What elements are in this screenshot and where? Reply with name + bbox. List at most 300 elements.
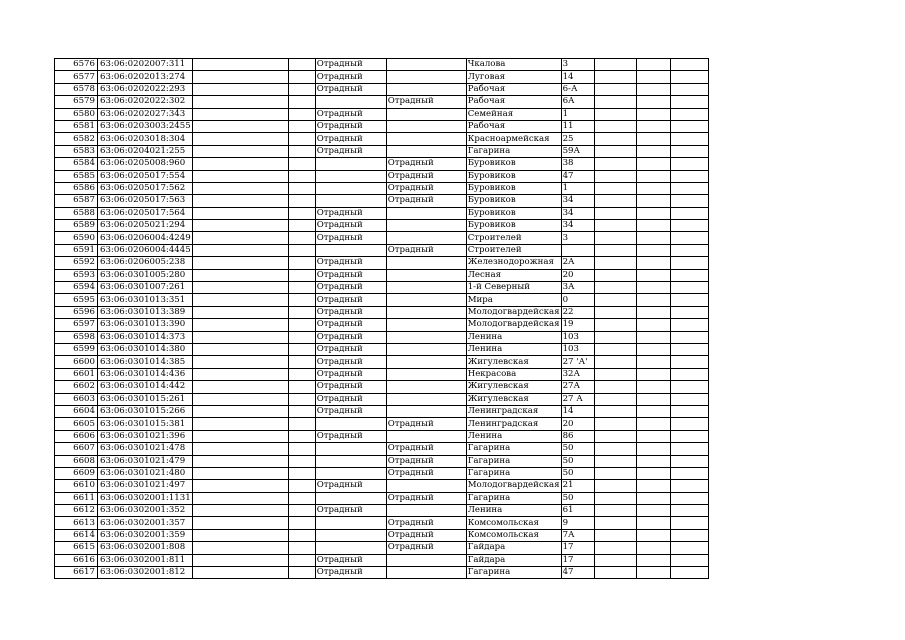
city-cell[interactable]: Отрадный <box>315 71 386 83</box>
settlement-cell[interactable]: Отрадный <box>386 492 466 504</box>
row-number-cell[interactable]: 6586 <box>55 182 98 194</box>
street-cell[interactable]: Ленинградская <box>466 405 561 417</box>
row-number-cell[interactable]: 6596 <box>55 306 98 318</box>
cadastral-number-cell[interactable]: 63:06:0203018:304 <box>98 133 193 145</box>
city-cell[interactable]: Отрадный <box>315 505 386 517</box>
empty-cell[interactable] <box>288 331 315 343</box>
street-cell[interactable]: Буровиков <box>466 182 561 194</box>
empty-cell[interactable] <box>636 145 670 157</box>
empty-cell[interactable] <box>192 257 288 269</box>
empty-cell[interactable] <box>288 145 315 157</box>
empty-cell[interactable] <box>192 405 288 417</box>
empty-cell[interactable] <box>192 443 288 455</box>
settlement-cell[interactable] <box>386 430 466 442</box>
street-cell[interactable]: Ленина <box>466 343 561 355</box>
city-cell[interactable]: Отрадный <box>315 356 386 368</box>
cadastral-number-cell[interactable]: 63:06:0202022:302 <box>98 96 193 108</box>
empty-cell[interactable] <box>670 467 708 479</box>
empty-cell[interactable] <box>670 356 708 368</box>
street-cell[interactable]: Мира <box>466 294 561 306</box>
street-cell[interactable]: Луговая <box>466 71 561 83</box>
empty-cell[interactable] <box>288 59 315 71</box>
empty-cell[interactable] <box>636 356 670 368</box>
row-number-cell[interactable]: 6593 <box>55 269 98 281</box>
settlement-cell[interactable]: Отрадный <box>386 244 466 256</box>
row-number-cell[interactable]: 6584 <box>55 158 98 170</box>
empty-cell[interactable] <box>192 343 288 355</box>
street-cell[interactable]: Ленинградская <box>466 418 561 430</box>
house-number-cell[interactable]: 34 <box>561 220 594 232</box>
city-cell[interactable]: Отрадный <box>315 207 386 219</box>
empty-cell[interactable] <box>670 133 708 145</box>
empty-cell[interactable] <box>288 120 315 132</box>
street-cell[interactable]: Рабочая <box>466 120 561 132</box>
empty-cell[interactable] <box>288 567 315 579</box>
row-number-cell[interactable]: 6581 <box>55 120 98 132</box>
city-cell[interactable]: Отрадный <box>315 368 386 380</box>
city-cell[interactable]: Отрадный <box>315 319 386 331</box>
empty-cell[interactable] <box>670 331 708 343</box>
empty-cell[interactable] <box>594 195 636 207</box>
empty-cell[interactable] <box>192 232 288 244</box>
settlement-cell[interactable] <box>386 220 466 232</box>
empty-cell[interactable] <box>288 108 315 120</box>
settlement-cell[interactable] <box>386 306 466 318</box>
street-cell[interactable]: Рабочая <box>466 96 561 108</box>
empty-cell[interactable] <box>636 393 670 405</box>
empty-cell[interactable] <box>594 83 636 95</box>
city-cell[interactable]: Отрадный <box>315 430 386 442</box>
cadastral-number-cell[interactable]: 63:06:0206004:4445 <box>98 244 193 256</box>
city-cell[interactable]: Отрадный <box>315 220 386 232</box>
empty-cell[interactable] <box>636 108 670 120</box>
house-number-cell[interactable]: 17 <box>561 542 594 554</box>
row-number-cell[interactable]: 6607 <box>55 443 98 455</box>
house-number-cell[interactable]: 0 <box>561 294 594 306</box>
empty-cell[interactable] <box>594 455 636 467</box>
row-number-cell[interactable]: 6616 <box>55 554 98 566</box>
cadastral-number-cell[interactable]: 63:06:0205017:554 <box>98 170 193 182</box>
cadastral-number-cell[interactable]: 63:06:0205017:564 <box>98 207 193 219</box>
street-cell[interactable]: Гагарина <box>466 443 561 455</box>
street-cell[interactable]: Рабочая <box>466 83 561 95</box>
city-cell[interactable] <box>315 158 386 170</box>
empty-cell[interactable] <box>670 71 708 83</box>
city-cell[interactable]: Отрадный <box>315 343 386 355</box>
empty-cell[interactable] <box>670 517 708 529</box>
empty-cell[interactable] <box>288 282 315 294</box>
empty-cell[interactable] <box>288 96 315 108</box>
empty-cell[interactable] <box>636 405 670 417</box>
empty-cell[interactable] <box>594 207 636 219</box>
cadastral-number-cell[interactable]: 63:06:0302001:352 <box>98 505 193 517</box>
empty-cell[interactable] <box>670 430 708 442</box>
empty-cell[interactable] <box>594 244 636 256</box>
empty-cell[interactable] <box>594 282 636 294</box>
empty-cell[interactable] <box>670 170 708 182</box>
row-number-cell[interactable]: 6590 <box>55 232 98 244</box>
empty-cell[interactable] <box>192 331 288 343</box>
house-number-cell[interactable]: 50 <box>561 455 594 467</box>
cadastral-number-cell[interactable]: 63:06:0301021:497 <box>98 480 193 492</box>
empty-cell[interactable] <box>192 59 288 71</box>
empty-cell[interactable] <box>288 170 315 182</box>
street-cell[interactable]: Гайдара <box>466 554 561 566</box>
cadastral-number-cell[interactable]: 63:06:0206005:238 <box>98 257 193 269</box>
settlement-cell[interactable] <box>386 356 466 368</box>
city-cell[interactable] <box>315 529 386 541</box>
empty-cell[interactable] <box>594 182 636 194</box>
city-cell[interactable]: Отрадный <box>315 83 386 95</box>
empty-cell[interactable] <box>192 393 288 405</box>
empty-cell[interactable] <box>594 505 636 517</box>
empty-cell[interactable] <box>288 517 315 529</box>
house-number-cell[interactable]: 3 <box>561 232 594 244</box>
city-cell[interactable] <box>315 443 386 455</box>
street-cell[interactable]: Гагарина <box>466 145 561 157</box>
city-cell[interactable] <box>315 170 386 182</box>
empty-cell[interactable] <box>192 319 288 331</box>
settlement-cell[interactable] <box>386 381 466 393</box>
street-cell[interactable]: Красноармейская <box>466 133 561 145</box>
empty-cell[interactable] <box>636 220 670 232</box>
empty-cell[interactable] <box>192 83 288 95</box>
empty-cell[interactable] <box>594 306 636 318</box>
empty-cell[interactable] <box>670 567 708 579</box>
house-number-cell[interactable]: 47 <box>561 567 594 579</box>
street-cell[interactable]: Ленина <box>466 505 561 517</box>
house-number-cell[interactable] <box>561 244 594 256</box>
city-cell[interactable] <box>315 492 386 504</box>
street-cell[interactable]: Буровиков <box>466 170 561 182</box>
empty-cell[interactable] <box>288 195 315 207</box>
cadastral-number-cell[interactable]: 63:06:0302001:812 <box>98 567 193 579</box>
empty-cell[interactable] <box>636 517 670 529</box>
city-cell[interactable]: Отрадный <box>315 145 386 157</box>
empty-cell[interactable] <box>192 120 288 132</box>
street-cell[interactable]: Гагарина <box>466 467 561 479</box>
settlement-cell[interactable] <box>386 368 466 380</box>
empty-cell[interactable] <box>192 145 288 157</box>
empty-cell[interactable] <box>288 257 315 269</box>
city-cell[interactable] <box>315 418 386 430</box>
empty-cell[interactable] <box>636 207 670 219</box>
house-number-cell[interactable]: 27 А <box>561 393 594 405</box>
house-number-cell[interactable]: 34 <box>561 195 594 207</box>
empty-cell[interactable] <box>192 269 288 281</box>
empty-cell[interactable] <box>288 269 315 281</box>
empty-cell[interactable] <box>636 294 670 306</box>
settlement-cell[interactable] <box>386 83 466 95</box>
empty-cell[interactable] <box>636 331 670 343</box>
cadastral-number-cell[interactable]: 63:06:0302001:359 <box>98 529 193 541</box>
empty-cell[interactable] <box>594 368 636 380</box>
settlement-cell[interactable] <box>386 294 466 306</box>
empty-cell[interactable] <box>192 356 288 368</box>
city-cell[interactable] <box>315 467 386 479</box>
cadastral-number-cell[interactable]: 63:06:0301021:478 <box>98 443 193 455</box>
empty-cell[interactable] <box>594 492 636 504</box>
empty-cell[interactable] <box>636 480 670 492</box>
empty-cell[interactable] <box>288 232 315 244</box>
row-number-cell[interactable]: 6611 <box>55 492 98 504</box>
empty-cell[interactable] <box>670 158 708 170</box>
row-number-cell[interactable]: 6597 <box>55 319 98 331</box>
empty-cell[interactable] <box>636 455 670 467</box>
street-cell[interactable]: Железнодорожная <box>466 257 561 269</box>
empty-cell[interactable] <box>192 492 288 504</box>
street-cell[interactable]: Ленина <box>466 430 561 442</box>
row-number-cell[interactable]: 6592 <box>55 257 98 269</box>
cadastral-number-cell[interactable]: 63:06:0301013:389 <box>98 306 193 318</box>
row-number-cell[interactable]: 6605 <box>55 418 98 430</box>
empty-cell[interactable] <box>288 492 315 504</box>
empty-cell[interactable] <box>288 158 315 170</box>
settlement-cell[interactable]: Отрадный <box>386 195 466 207</box>
empty-cell[interactable] <box>192 96 288 108</box>
empty-cell[interactable] <box>670 405 708 417</box>
empty-cell[interactable] <box>192 170 288 182</box>
empty-cell[interactable] <box>594 220 636 232</box>
cadastral-number-cell[interactable]: 63:06:0301014:380 <box>98 343 193 355</box>
house-number-cell[interactable]: 34 <box>561 207 594 219</box>
empty-cell[interactable] <box>594 430 636 442</box>
empty-cell[interactable] <box>192 480 288 492</box>
empty-cell[interactable] <box>288 455 315 467</box>
empty-cell[interactable] <box>288 319 315 331</box>
empty-cell[interactable] <box>636 158 670 170</box>
row-number-cell[interactable]: 6602 <box>55 381 98 393</box>
cadastral-number-cell[interactable]: 63:06:0301015:381 <box>98 418 193 430</box>
empty-cell[interactable] <box>192 207 288 219</box>
empty-cell[interactable] <box>670 294 708 306</box>
empty-cell[interactable] <box>594 343 636 355</box>
house-number-cell[interactable]: 27А <box>561 381 594 393</box>
cadastral-number-cell[interactable]: 63:06:0203003:2455 <box>98 120 193 132</box>
empty-cell[interactable] <box>594 542 636 554</box>
settlement-cell[interactable] <box>386 567 466 579</box>
settlement-cell[interactable] <box>386 331 466 343</box>
city-cell[interactable] <box>315 455 386 467</box>
city-cell[interactable] <box>315 517 386 529</box>
row-number-cell[interactable]: 6615 <box>55 542 98 554</box>
empty-cell[interactable] <box>670 257 708 269</box>
house-number-cell[interactable]: 50 <box>561 443 594 455</box>
empty-cell[interactable] <box>636 467 670 479</box>
empty-cell[interactable] <box>670 232 708 244</box>
row-number-cell[interactable]: 6606 <box>55 430 98 442</box>
empty-cell[interactable] <box>192 368 288 380</box>
empty-cell[interactable] <box>636 71 670 83</box>
cadastral-number-cell[interactable]: 63:06:0301021:396 <box>98 430 193 442</box>
street-cell[interactable]: Ленина <box>466 331 561 343</box>
empty-cell[interactable] <box>288 220 315 232</box>
settlement-cell[interactable] <box>386 257 466 269</box>
house-number-cell[interactable]: 103 <box>561 331 594 343</box>
empty-cell[interactable] <box>636 195 670 207</box>
row-number-cell[interactable]: 6595 <box>55 294 98 306</box>
settlement-cell[interactable] <box>386 480 466 492</box>
house-number-cell[interactable]: 2А <box>561 257 594 269</box>
empty-cell[interactable] <box>670 368 708 380</box>
settlement-cell[interactable] <box>386 282 466 294</box>
empty-cell[interactable] <box>594 108 636 120</box>
empty-cell[interactable] <box>594 567 636 579</box>
empty-cell[interactable] <box>670 83 708 95</box>
empty-cell[interactable] <box>670 244 708 256</box>
row-number-cell[interactable]: 6617 <box>55 567 98 579</box>
cadastral-number-cell[interactable]: 63:06:0301015:266 <box>98 405 193 417</box>
city-cell[interactable]: Отрадный <box>315 554 386 566</box>
city-cell[interactable]: Отрадный <box>315 108 386 120</box>
row-number-cell[interactable]: 6603 <box>55 393 98 405</box>
empty-cell[interactable] <box>288 368 315 380</box>
cadastral-number-cell[interactable]: 63:06:0302001:811 <box>98 554 193 566</box>
street-cell[interactable]: 1-й Северный <box>466 282 561 294</box>
row-number-cell[interactable]: 6583 <box>55 145 98 157</box>
house-number-cell[interactable]: 27 'А' <box>561 356 594 368</box>
empty-cell[interactable] <box>636 430 670 442</box>
street-cell[interactable]: Некрасова <box>466 368 561 380</box>
row-number-cell[interactable]: 6594 <box>55 282 98 294</box>
empty-cell[interactable] <box>670 393 708 405</box>
street-cell[interactable]: Буровиков <box>466 158 561 170</box>
empty-cell[interactable] <box>288 505 315 517</box>
cadastral-number-cell[interactable]: 63:06:0205008:960 <box>98 158 193 170</box>
row-number-cell[interactable]: 6613 <box>55 517 98 529</box>
street-cell[interactable]: Гайдара <box>466 542 561 554</box>
empty-cell[interactable] <box>288 418 315 430</box>
settlement-cell[interactable] <box>386 59 466 71</box>
row-number-cell[interactable]: 6604 <box>55 405 98 417</box>
settlement-cell[interactable] <box>386 207 466 219</box>
empty-cell[interactable] <box>594 393 636 405</box>
house-number-cell[interactable]: 6-А <box>561 83 594 95</box>
street-cell[interactable]: Семейная <box>466 108 561 120</box>
empty-cell[interactable] <box>288 306 315 318</box>
settlement-cell[interactable] <box>386 393 466 405</box>
city-cell[interactable] <box>315 542 386 554</box>
row-number-cell[interactable]: 6578 <box>55 83 98 95</box>
empty-cell[interactable] <box>192 529 288 541</box>
city-cell[interactable]: Отрадный <box>315 306 386 318</box>
settlement-cell[interactable] <box>386 120 466 132</box>
empty-cell[interactable] <box>636 282 670 294</box>
cadastral-number-cell[interactable]: 63:06:0302001:357 <box>98 517 193 529</box>
house-number-cell[interactable]: 3 <box>561 59 594 71</box>
street-cell[interactable]: Буровиков <box>466 207 561 219</box>
empty-cell[interactable] <box>594 133 636 145</box>
empty-cell[interactable] <box>670 381 708 393</box>
empty-cell[interactable] <box>636 343 670 355</box>
empty-cell[interactable] <box>594 257 636 269</box>
empty-cell[interactable] <box>636 182 670 194</box>
empty-cell[interactable] <box>288 207 315 219</box>
cadastral-number-cell[interactable]: 63:06:0301021:479 <box>98 455 193 467</box>
street-cell[interactable]: Строителей <box>466 244 561 256</box>
city-cell[interactable]: Отрадный <box>315 59 386 71</box>
house-number-cell[interactable]: 103 <box>561 343 594 355</box>
cadastral-number-cell[interactable]: 63:06:0301013:390 <box>98 319 193 331</box>
empty-cell[interactable] <box>636 443 670 455</box>
empty-cell[interactable] <box>192 282 288 294</box>
city-cell[interactable]: Отрадный <box>315 294 386 306</box>
house-number-cell[interactable]: 1 <box>561 182 594 194</box>
settlement-cell[interactable]: Отрадный <box>386 182 466 194</box>
empty-cell[interactable] <box>636 306 670 318</box>
street-cell[interactable]: Жигулевская <box>466 381 561 393</box>
empty-cell[interactable] <box>670 542 708 554</box>
row-number-cell[interactable]: 6576 <box>55 59 98 71</box>
empty-cell[interactable] <box>594 467 636 479</box>
empty-cell[interactable] <box>594 232 636 244</box>
row-number-cell[interactable]: 6609 <box>55 467 98 479</box>
street-cell[interactable]: Молодогвардейская <box>467 319 560 330</box>
row-number-cell[interactable]: 6610 <box>55 480 98 492</box>
empty-cell[interactable] <box>670 220 708 232</box>
empty-cell[interactable] <box>192 567 288 579</box>
empty-cell[interactable] <box>670 554 708 566</box>
settlement-cell[interactable] <box>386 343 466 355</box>
empty-cell[interactable] <box>670 207 708 219</box>
empty-cell[interactable] <box>670 455 708 467</box>
empty-cell[interactable] <box>670 59 708 71</box>
cadastral-number-cell[interactable]: 63:06:0204021:255 <box>98 145 193 157</box>
empty-cell[interactable] <box>288 83 315 95</box>
empty-cell[interactable] <box>192 430 288 442</box>
city-cell[interactable]: Отрадный <box>315 282 386 294</box>
empty-cell[interactable] <box>192 71 288 83</box>
settlement-cell[interactable]: Отрадный <box>386 467 466 479</box>
empty-cell[interactable] <box>670 343 708 355</box>
city-cell[interactable] <box>315 182 386 194</box>
empty-cell[interactable] <box>288 71 315 83</box>
empty-cell[interactable] <box>636 492 670 504</box>
empty-cell[interactable] <box>288 405 315 417</box>
row-number-cell[interactable]: 6589 <box>55 220 98 232</box>
settlement-cell[interactable]: Отрадный <box>386 158 466 170</box>
street-cell[interactable]: Буровиков <box>466 220 561 232</box>
house-number-cell[interactable]: 20 <box>561 418 594 430</box>
settlement-cell[interactable] <box>386 232 466 244</box>
city-cell[interactable] <box>315 96 386 108</box>
cadastral-number-cell[interactable]: 63:06:0302001:808 <box>98 542 193 554</box>
city-cell[interactable]: Отрадный <box>315 120 386 132</box>
row-number-cell[interactable]: 6591 <box>55 244 98 256</box>
empty-cell[interactable] <box>636 232 670 244</box>
empty-cell[interactable] <box>670 306 708 318</box>
empty-cell[interactable] <box>594 269 636 281</box>
empty-cell[interactable] <box>192 220 288 232</box>
empty-cell[interactable] <box>636 269 670 281</box>
cadastral-number-cell[interactable]: 63:06:0202013:274 <box>98 71 193 83</box>
empty-cell[interactable] <box>288 393 315 405</box>
cadastral-number-cell[interactable]: 63:06:0202022:293 <box>98 83 193 95</box>
empty-cell[interactable] <box>670 108 708 120</box>
empty-cell[interactable] <box>636 59 670 71</box>
row-number-cell[interactable]: 6612 <box>55 505 98 517</box>
cadastral-number-cell[interactable]: 63:06:0302001:1131 <box>98 492 193 504</box>
settlement-cell[interactable] <box>386 405 466 417</box>
row-number-cell[interactable]: 6580 <box>55 108 98 120</box>
street-cell[interactable]: Лесная <box>466 269 561 281</box>
settlement-cell[interactable] <box>386 554 466 566</box>
street-cell[interactable]: Молодогвардейская <box>467 480 560 491</box>
house-number-cell[interactable]: 50 <box>561 467 594 479</box>
city-cell[interactable]: Отрадный <box>315 257 386 269</box>
settlement-cell[interactable]: Отрадный <box>386 418 466 430</box>
street-cell[interactable]: Гагарина <box>466 492 561 504</box>
